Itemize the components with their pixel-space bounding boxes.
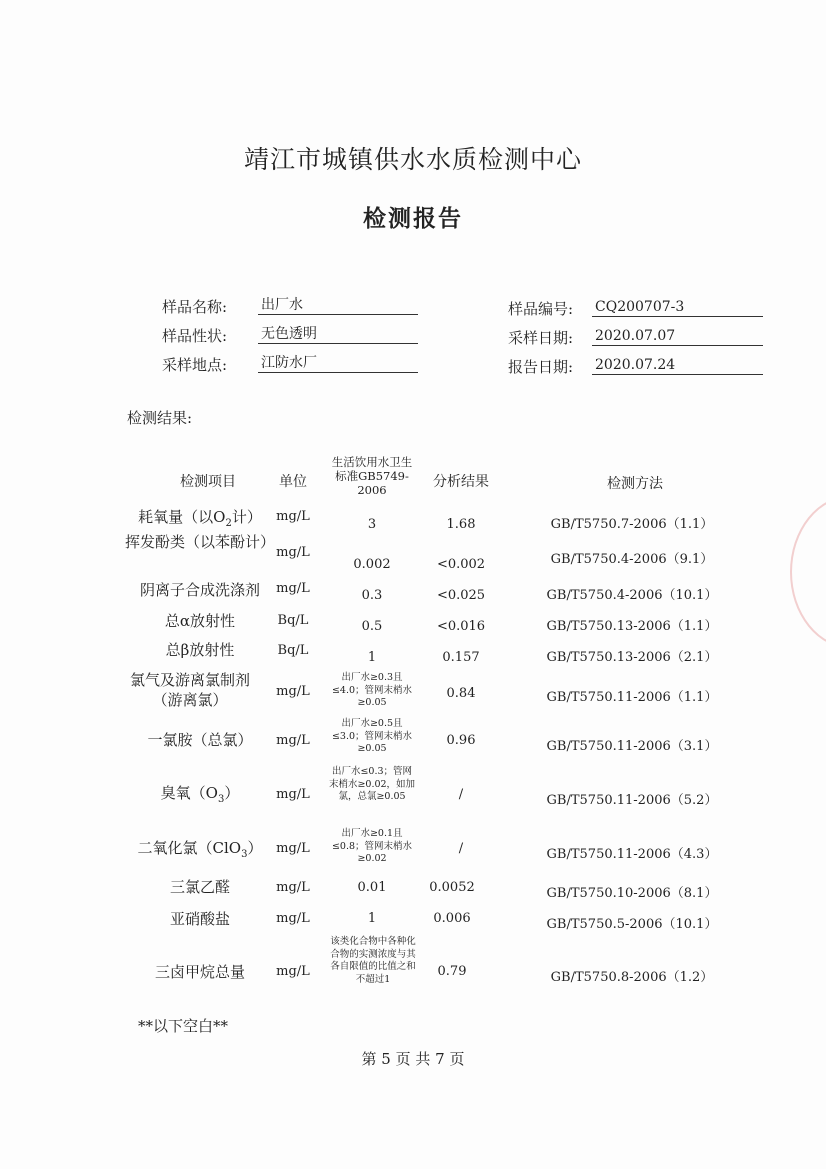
table-row-result: <0.016 [436,619,486,634]
table-row-item: 亚硝酸盐 [169,910,230,928]
sample-number-label: 样品编号: [508,300,574,318]
table-row-result: 0.0052 [429,880,475,895]
sample-property-label: 样品性状: [162,327,228,345]
table-row-unit: mg/L [276,733,310,748]
table-row-item: 氯气及游离氯制剂（游离氯） [129,671,250,709]
table-row-method: GB/T5750.7-2006（1.1） [550,517,714,532]
table-row-method: GB/T5750.5-2006（10.1） [546,917,718,932]
table-row-result: 0.84 [446,686,476,701]
table-row-standard: 0.3 [361,588,383,603]
table-row-method: GB/T5750.11-2006（3.1） [546,739,718,754]
table-row-result: / [458,841,464,856]
table-row-unit: mg/L [276,545,310,560]
table-row-result: <0.002 [436,557,486,572]
table-row-method: GB/T5750.11-2006（4.3） [546,847,718,862]
table-row-standard: 0.5 [361,619,383,634]
sampling-date-value: 2020.07.07 [592,328,763,346]
sample-name-label: 样品名称: [162,298,228,316]
table-row-standard: 0.002 [353,557,391,572]
report-date-value: 2020.07.24 [592,357,763,375]
table-row-method: GB/T5750.11-2006（1.1） [546,690,718,705]
table-row-method: GB/T5750.13-2006（1.1） [546,619,718,634]
red-seal-stamp [790,495,826,649]
table-row-method: GB/T5750.10-2006（8.1） [546,886,718,901]
report-title: 检测报告 [363,205,463,232]
results-section-label: 检测结果: [127,409,193,427]
header-item: 检测项目 [180,474,236,490]
table-row-unit: mg/L [276,581,310,596]
table-row-result: 1.68 [446,517,476,532]
table-row-unit: mg/L [276,880,310,895]
table-row-item: 总β放射性 [165,641,235,659]
sample-number-value: CQ200707-3 [592,299,763,317]
header-method: 检测方法 [607,476,663,492]
sampling-date-label: 采样日期: [508,329,574,347]
sampling-location-value: 江防水厂 [258,355,418,373]
table-row-standard: 3 [367,517,377,532]
table-row-method: GB/T5750.4-2006（9.1） [550,552,714,567]
table-row-method: GB/T5750.8-2006（1.2） [550,970,714,985]
table-row-method: GB/T5750.4-2006（10.1） [546,588,718,603]
table-row-result: 0.96 [446,733,476,748]
table-row-unit: mg/L [276,841,310,856]
table-row-result: <0.025 [436,588,486,603]
table-row-standard: 出厂水≥0.1且≤0.8；管网末梢水≥0.02 [331,828,413,864]
sample-property-value: 无色透明 [258,326,418,344]
table-row-unit: mg/L [276,509,310,524]
table-row-unit: mg/L [276,684,310,699]
table-row-item: 三氯乙醛 [169,878,230,896]
table-row-unit: mg/L [276,911,310,926]
sample-name-value: 出厂水 [258,297,418,315]
table-row-item: 一氯胺（总氯） [147,731,253,749]
table-row-unit: Bq/L [277,643,309,658]
table-row-result: / [458,787,464,802]
table-row-standard: 该类化合物中各种化合物的实测浓度与其各自限值的比值之和不超过1 [330,936,416,985]
table-row-result: 0.79 [437,964,467,979]
table-row-item: 总α放射性 [164,612,236,630]
table-row-standard: 0.01 [357,880,387,895]
report-date-label: 报告日期: [508,358,574,376]
sampling-location-label: 采样地点: [162,356,228,374]
table-row-standard: 1 [367,650,377,665]
table-row-unit: mg/L [276,787,310,802]
table-row-unit: mg/L [276,964,310,979]
table-row-item: 三卤甲烷总量 [154,963,245,981]
organization-title: 靖江市城镇供水水质检测中心 [243,145,582,174]
table-row-unit: Bq/L [277,613,309,628]
table-row-item: 臭氧$(O_3)$ [160,784,240,805]
table-row-standard: 出厂水≤0.3；管网末梢水≥0.02，如加氯，总氯≥0.05 [328,766,416,802]
header-result: 分析结果 [433,474,489,490]
table-row-item: 挥发酚类（以苯酚计） [124,533,275,551]
table-row-result: 0.157 [442,650,480,665]
table-row-item: 阴离子合成洗涤剂 [139,581,260,599]
table-row-standard: 1 [367,911,377,926]
table-row-standard: 出厂水≥0.3且≤4.0；管网末梢水≥0.05 [331,672,413,708]
header-standard: 生活饮用水卫生标准GB5749-2006 [331,455,413,497]
table-row-standard: 出厂水≥0.5且≤3.0；管网末梢水≥0.05 [331,718,413,754]
page-number: 第 5 页 共 7 页 [361,1050,465,1068]
table-row-item: 耗氧量（以$O_2$计） [138,508,262,529]
header-unit: 单位 [279,474,307,490]
table-row-result: 0.006 [433,911,471,926]
table-row-method: GB/T5750.13-2006（2.1） [546,650,718,665]
table-row-item: 二氧化氯（ClO$_3$） [137,839,263,860]
table-row-method: GB/T5750.11-2006（5.2） [546,793,718,808]
blank-below-note: **以下空白** [138,1017,229,1035]
